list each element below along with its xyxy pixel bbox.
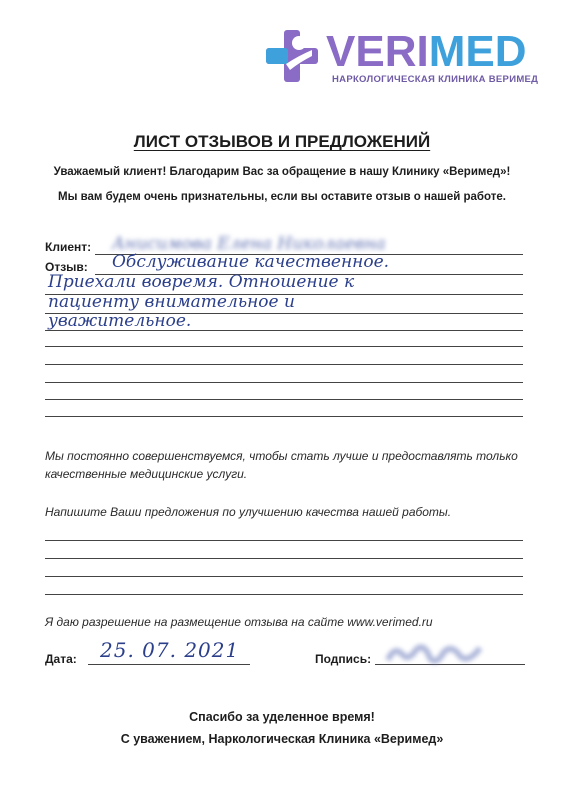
improve-text-line-2: качественные медицинские услуги.	[45, 467, 248, 481]
form-title	[0, 132, 564, 152]
review-handwritten-line-4: уважительное.	[48, 311, 192, 331]
suggest-line-4	[45, 594, 523, 595]
signature-scribble	[380, 640, 490, 670]
suggest-prompt: Напишите Ваши предложения по улучшению качества нашей работы.	[45, 505, 452, 519]
suggest-line-3	[45, 576, 523, 577]
regards-text: С уважением, Наркологическая Клиника «Веримед»	[120, 732, 444, 746]
improve-text-line-1: Мы постоянно совершенствуемся, чтобы стать лучше и предоставлять только	[45, 449, 518, 463]
brand-name-part1: VERI	[326, 27, 429, 76]
brand-subtitle: НАРКОЛОГИЧЕСКАЯ КЛИНИКА ВЕРИМЕД	[332, 74, 539, 85]
review-handwritten-line-2: Приехали вовремя. Отношение к	[48, 272, 355, 292]
permission-text: Я даю разрешение на размещение отзыва на сайте www.verimed.ru	[45, 615, 433, 629]
review-line-8	[45, 399, 523, 400]
date-label: Дата:	[45, 652, 77, 666]
review-line-9	[45, 416, 523, 417]
review-line-5	[45, 346, 523, 347]
request-text: Мы вам будем очень признательны, если вы оставите отзыв о нашей работе.	[57, 191, 507, 203]
review-line-6	[45, 364, 523, 365]
review-label: Отзыв:	[45, 260, 88, 274]
suggest-line-1	[45, 540, 523, 541]
review-handwritten-line-3: пациенту внимательное и	[48, 292, 295, 312]
date-handwritten: 25. 07. 2021	[100, 638, 240, 662]
thanks-text: Спасибо за уделенное время!	[189, 710, 375, 724]
verimed-logo-icon	[262, 26, 322, 86]
brand-name	[326, 28, 526, 76]
review-line-7	[45, 382, 523, 383]
client-label: Клиент:	[45, 240, 92, 254]
review-handwritten-line-1: Обслуживание качественное.	[112, 252, 390, 272]
brand-name-part2: MED	[428, 27, 527, 76]
client-name-handwritten: Анисимова Елена Николаевна	[112, 234, 386, 254]
suggest-line-2	[45, 558, 523, 559]
date-line	[88, 664, 250, 665]
greeting-text: Уважаемый клиент! Благодарим Вас за обращение в нашу Клинику «Веримед»!	[53, 166, 511, 178]
form-title-text: ЛИСТ ОТЗЫВОВ И ПРЕДЛОЖЕНИЙ	[133, 132, 431, 151]
signature-label: Подпись:	[315, 652, 372, 666]
